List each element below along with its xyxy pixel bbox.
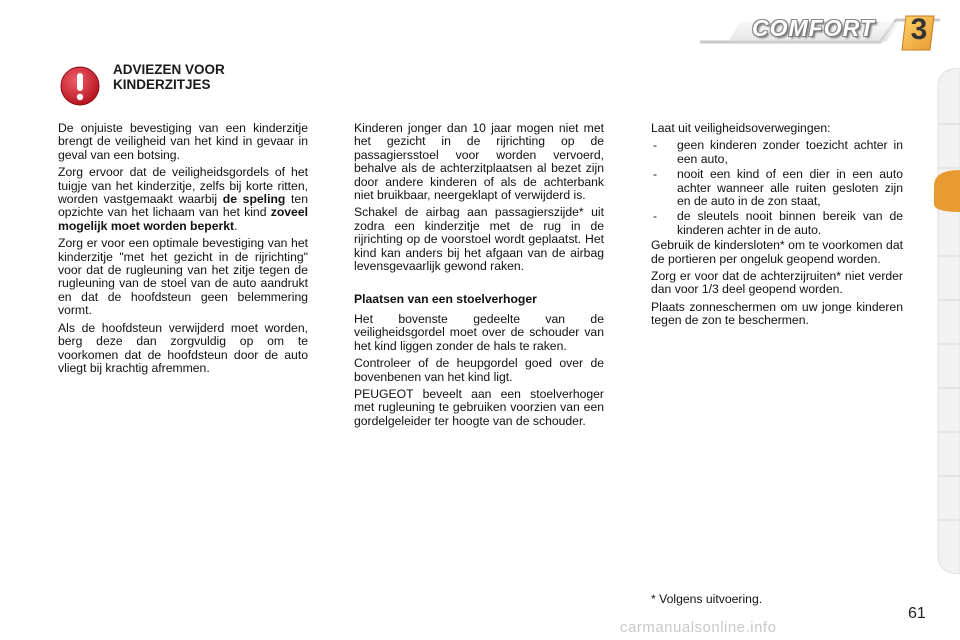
list-item: - geen kinderen zonder toezicht achter in een auto, (651, 139, 903, 166)
paragraph: Het bovenste gedeelte van de veiligheidsgordel moet over de schouder van het kind liggen zonder de hals te raken. (354, 311, 604, 353)
column-2 (354, 122, 604, 432)
paragraph: Controleer of de heupgordel goed over de bovenbenen van het kind ligt. (354, 356, 604, 384)
paragraph: De onjuiste bevestiging van een kinderzitje brengt de veiligheid van het kind in gevaar in geval van een botsing. (58, 121, 308, 162)
footnote: * Volgens uitvoering. (651, 592, 763, 606)
paragraph: Plaats zonneschermen om uw jonge kinderen tegen de zon te beschermen. (651, 299, 903, 328)
column-1 (58, 122, 308, 379)
list-item: - de sleutels nooit binnen bereik van de kinderen achter in de auto. (651, 210, 903, 237)
page-number: 61 (908, 605, 926, 622)
paragraph: Kinderen jonger dan 10 jaar mogen niet met het gezicht in de rijrichting op de passagiersstoel voor worden vervoerd, behalve als de achterzitplaatsen al bezet zijn door andere kinderen of als de achterbank niet bruikbaar, neergeklapt of verwijderd is. (354, 121, 604, 203)
paragraph: Zorg er voor een optimale bevestiging van het kinderzitje "met het gezicht in de rijrichting" voor dat de rugleuning van het zitje tegen de rugleuning van de stoel van de auto aandrukt en dat de hoofdsteun geen belemmering vormt. (58, 236, 308, 318)
watermark: carmanualsonline.info (620, 619, 777, 636)
page-title: COMFORT (752, 15, 875, 41)
paragraph: Schakel de airbag aan passagierszijde* uit zodra een kinderzitje met de rug in de rijrichting op de voorstoel wordt geplaatst. Het kind kan anders bij het afgaan van de airbag levensgevaarlijk gewond raken. (354, 205, 604, 274)
section-heading: ADVIEZEN VOOR KINDERZITJES (113, 62, 225, 92)
list-item: - nooit een kind of een dier in een auto achter wanneer alle ruiten gesloten zijn en de auto in de zon staat, (651, 168, 903, 208)
chapter-number: 3 (910, 13, 928, 46)
chapter-side-tabs (928, 68, 960, 574)
paragraph: Laat uit veiligheidsoverwegingen: (651, 121, 831, 135)
safety-list (651, 139, 903, 237)
paragraph: Zorg ervoor dat de veiligheidsgordels of het tuigje van het kinderzitje, zelfs bij korte ritten, worden vastgemaakt waarbij de speling ten opzichte van het lichaam van het kind zoveel mogelijk moet worden beperkt. (58, 165, 308, 233)
paragraph: Als de hoofdsteun verwijderd moet worden, berg deze dan zorgvuldig op om te voorkomen dat de hoofdsteun door de auto vliegt bij krachtig afremmen. (58, 320, 308, 375)
paragraph: PEUGEOT beveelt aan een stoelverhoger met rugleuning te gebruiken voorzien van een gordelgeleider ter hoogte van de schouder. (354, 386, 604, 428)
paragraph: Gebruik de kindersloten* om te voorkomen dat de portieren per ongeluk geopend worden. (651, 238, 903, 266)
exclamation-warning-icon (60, 66, 100, 106)
paragraph: Zorg er voor dat de achterzijruiten* niet verder dan voor 1/3 deel geopend worden. (651, 269, 903, 297)
subheading: Plaatsen van een stoelverhoger (354, 292, 537, 307)
column-3 (651, 122, 903, 332)
